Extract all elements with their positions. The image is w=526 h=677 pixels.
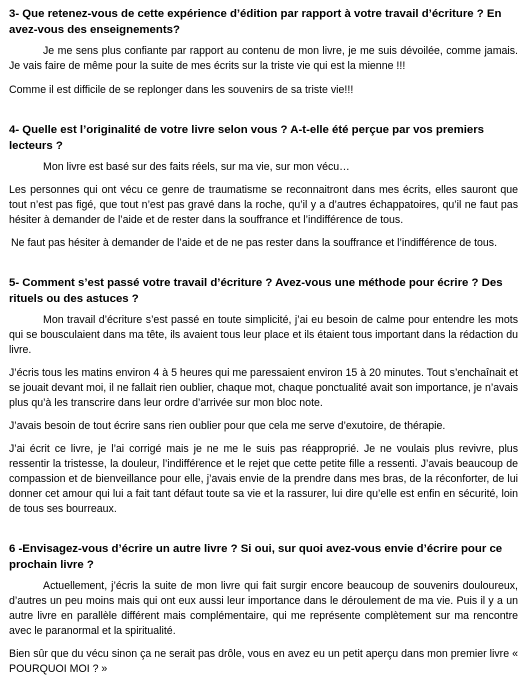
question-heading: 5- Comment s’est passé votre travail d’écriture ? Avez-vous une méthode pour écrire ? Des rituels ou des astuces ? <box>9 277 503 305</box>
answer-paragraph: Mon travail d’écriture s’est passé en toute simplicité, j’ai eu besoin de calme pour entendre les mots qui se bousculaient dans ma tête, ils avaient tous leur place et ils étaient tous important dans la rédaction du livre. <box>9 314 518 356</box>
question-heading: 6 -Envisagez-vous d’écrire un autre livre ? Si oui, sur quoi avez-vous envie d’écrire pour ce prochain livre ? <box>9 543 503 571</box>
answer-paragraph: Bien sûr que du vécu sinon ça ne serait pas drôle, vous en avez eu un petit aperçu dans mon premier livre « POURQUOI MOI ? » <box>9 648 518 675</box>
answer-paragraph: Je me sens plus confiante par rapport au contenu de mon livre, je me suis dévoilée, comme jamais. Je vais faire de même pour la suite de mes écrits sur la triste vie qui est la mienne !!! <box>9 45 518 72</box>
answer-paragraph: Comme il est difficile de se replonger dans les souvenirs de sa triste vie!!! <box>9 84 354 96</box>
answer-paragraph: J’avais besoin de tout écrire sans rien oublier pour que cela me serve d’exutoire, de thérapie. <box>9 420 446 432</box>
section-question-6 <box>9 541 518 677</box>
question-heading: 3- Que retenez-vous de cette expérience d’édition par rapport à votre travail d’écriture ? En avez-vous des enseignements? <box>9 8 502 36</box>
section-question-5 <box>9 275 518 517</box>
answer-paragraph: Actuellement, j’écris la suite de mon livre qui fait surgir encore beaucoup de souvenirs douloureux, d’autres un peu moins mais qui ont eux aussi leur importance dans le déroulement de ma vie. Puis il y a un autre livre en parallèle différent mais complémentaire, qui me représente complètement sur ma rencontre avec le paranormal et la spiritualité. <box>9 580 518 637</box>
answer-paragraph: Les personnes qui ont vécu ce genre de traumatisme se reconnaitront dans mes écrits, elles sauront que tout n’est pas figé, que tout n’est pas gravé dans la roche, qu’il y a d’autres échappatoires, qu’il ne faut pas hésiter à demander de l’aide et de rester dans la souffrance et l’indifférence de tous. <box>9 184 518 226</box>
answer-paragraph: J’écris tous les matins environ 4 à 5 heures qui me paressaient environ 15 à 20 minutes. Tout s’enchaînait et se jouait devant moi, il ne fallait rien oublier, chaque mot, chaque ponctualité avait son importance, je n’avais plus qu’à les transcrire dans leur ordre d’arrivée sur mon bloc note. <box>9 367 518 409</box>
answer-paragraph: Mon livre est basé sur des faits réels, sur ma vie, sur mon vécu… <box>43 161 350 173</box>
section-question-4 <box>9 122 518 251</box>
answer-paragraph: J’ai écrit ce livre, je l’ai corrigé mais je ne me le suis pas réapproprié. Je ne voulais plus revivre, plus ressentir la tristesse, la douleur, l’indifférence et le rejet que cette petite fille a ressenti. J’avais beaucoup de compassion et de bienveillance pour elle, j’avais envie de la prendre dans mes bras, de la réconforter, de lui donner cet amour qui lui a fait tant défaut toute sa vie et la rassurer, lui dire qu’elle est enfin en sécurité, loin de tous ses bourreaux. <box>9 443 518 515</box>
question-heading: 4- Quelle est l’originalité de votre livre selon vous ? A-t-elle été perçue par vos premiers lecteurs ? <box>9 124 484 152</box>
section-question-3 <box>9 6 518 98</box>
answer-paragraph: Ne faut pas hésiter à demander de l’aide et de ne pas rester dans la souffrance et l’indifférence de tous. <box>11 237 498 249</box>
